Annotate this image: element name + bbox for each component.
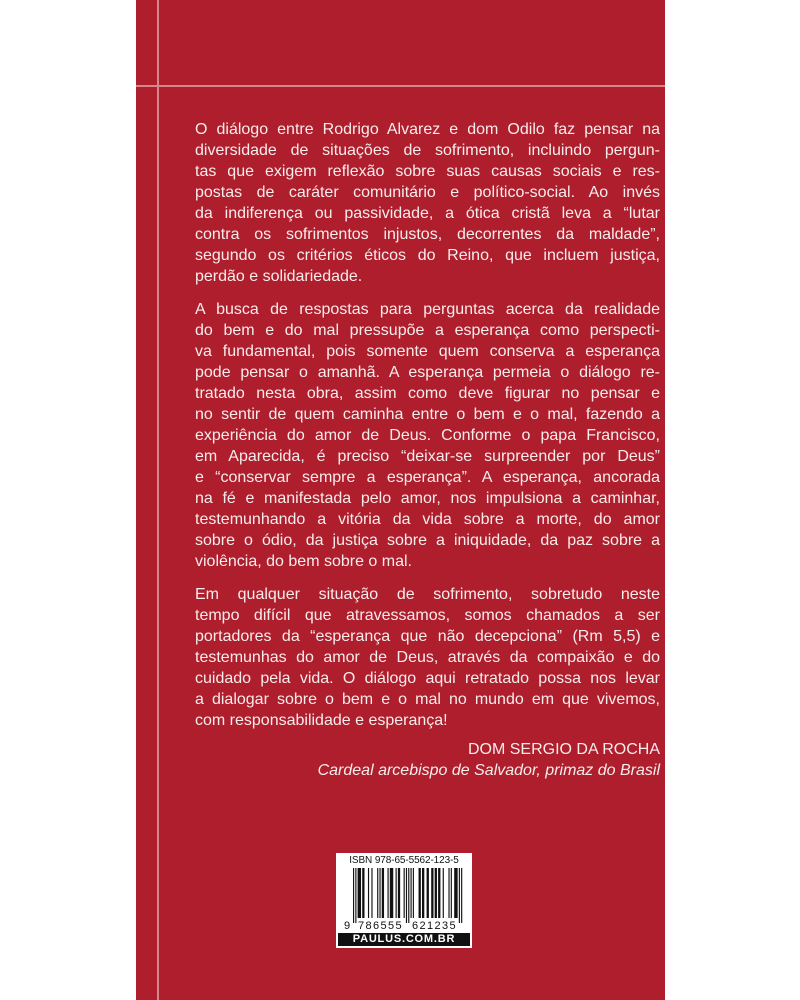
- text-line: tas que exigem reflexão sobre suas causas sociais e res-: [195, 163, 660, 180]
- text-line: com responsabilidade e esperança!: [195, 712, 448, 729]
- text-line: segundo os critérios éticos do Reino, que incluem justiça,: [195, 247, 660, 264]
- text-line: contra os sofrimentos injustos, decorrentes da maldade”,: [195, 226, 660, 243]
- blurb-paragraph-3: [195, 584, 660, 731]
- barcode-bar: [390, 868, 393, 918]
- barcode-bar: [358, 868, 361, 918]
- text-line: pode pensar o amanhã. A esperança permeia o diálogo re-: [195, 364, 660, 381]
- barcode-bar: [454, 868, 457, 918]
- barcode-bar: [427, 868, 429, 918]
- text-line: O diálogo entre Rodrigo Alvarez e dom Odilo faz pensar na: [195, 121, 660, 138]
- website-band: [338, 933, 470, 946]
- vertical-rule: [157, 0, 159, 1000]
- barcode-bar: [461, 868, 462, 923]
- signature-block: [195, 739, 660, 781]
- text-line: diversidade de situações de sofrimento, incluindo pergun-: [195, 142, 660, 159]
- text-line: da indiferença ou passividade, a ótica cristã leva a “lutar: [195, 205, 660, 222]
- signature-name: DOM SERGIO DA ROCHA: [467, 741, 660, 758]
- blurb-paragraph-1: [195, 119, 660, 287]
- barcode-bar: [438, 868, 440, 918]
- text-line: portadores da “esperança que não decepciona” (Rm 5,5) e: [195, 628, 660, 645]
- barcode-digits-right: 621235: [411, 920, 458, 932]
- barcode-bar: [382, 868, 384, 918]
- text-line: tempo difícil que atravessamos, somos chamados a ser: [195, 607, 660, 624]
- barcode-bar: [431, 868, 433, 918]
- text-line: violência, do bem sobre o mal.: [195, 553, 412, 570]
- isbn-text: ISBN 978-65-5562-123-5: [349, 855, 459, 866]
- text-line: em Aparecida, é preciso “deixar-se surpreender por Deus”: [195, 448, 660, 465]
- text-line: testemunhas do amor de Deus, através da compaixão e do: [195, 649, 660, 666]
- text-line: perdão e solidariedade.: [195, 268, 363, 285]
- barcode-bar: [368, 868, 369, 918]
- barcode-bar: [355, 868, 356, 923]
- text-line: testemunhando a vitória da vida sobre a morte, do amor: [195, 511, 660, 528]
- barcode-bar: [353, 868, 354, 923]
- text-line: va fundamental, pois somente quem conserva a esperança: [195, 343, 660, 360]
- barcode-bar: [435, 868, 437, 918]
- barcode-bar: [413, 868, 414, 918]
- text-line: a dialogar sobre o bem e o mal no mundo em que vivemos,: [195, 691, 660, 708]
- barcode-bar: [459, 868, 460, 923]
- text-line: tratado nesta obra, assim como deve figurar no pensar e: [195, 385, 660, 402]
- barcode-bar: [371, 868, 372, 918]
- barcode-bar: [422, 868, 424, 918]
- barcode-bar: [377, 868, 378, 918]
- website-url: PAULUS.COM.BR: [352, 933, 456, 945]
- barcode-label: [336, 853, 472, 948]
- signature-title: Cardeal arcebispo de Salvador, primaz do Brasil: [317, 762, 660, 779]
- barcode-bar: [443, 868, 444, 918]
- text-line: experiência do amor de Deus. Conforme o papa Francisco,: [195, 427, 660, 444]
- barcode-bar: [448, 868, 449, 918]
- back-cover-blurb: [195, 119, 660, 743]
- barcode-digits-left: 786555: [357, 920, 404, 932]
- barcode-bar: [411, 868, 412, 918]
- text-line: postas de caráter comunitário e político-social. Ao invés: [195, 184, 660, 201]
- text-line: Em qualquer situação de sofrimento, sobretudo neste: [195, 586, 660, 603]
- barcode-digit-lead: 9: [343, 920, 351, 932]
- text-line: A busca de respostas para perguntas acerca da realidade: [195, 301, 660, 318]
- text-line: sobre o ódio, da justiça sobre a iniquidade, da paz sobre a: [195, 532, 660, 549]
- text-line: e “conservar sempre a esperança”. A esperança, ancorada: [195, 469, 660, 486]
- book-back-cover: [136, 0, 665, 1000]
- text-line: do bem e do mal pressupõe a esperança como perspecti-: [195, 322, 660, 339]
- barcode-bar: [362, 868, 364, 918]
- barcode: [336, 868, 472, 926]
- barcode-bar: [451, 868, 452, 918]
- horizontal-rule: [136, 85, 665, 87]
- barcode-bar: [408, 868, 409, 923]
- barcode-bar: [396, 868, 397, 918]
- text-line: cuidado pela vida. O diálogo aqui retratado possa nos levar: [195, 670, 660, 687]
- barcode-bar: [388, 868, 389, 918]
- barcode-bar: [406, 868, 407, 923]
- barcode-bar: [379, 868, 380, 918]
- text-line: na fé e manifestada pelo amor, nos impulsiona a caminhar,: [195, 490, 660, 507]
- barcode-bar: [398, 868, 400, 918]
- barcode-bar: [404, 868, 405, 918]
- blurb-paragraph-2: [195, 299, 660, 572]
- barcode-bar: [419, 868, 421, 918]
- text-line: no sentir de quem caminha entre o bem e o mal, fazendo a: [195, 406, 660, 423]
